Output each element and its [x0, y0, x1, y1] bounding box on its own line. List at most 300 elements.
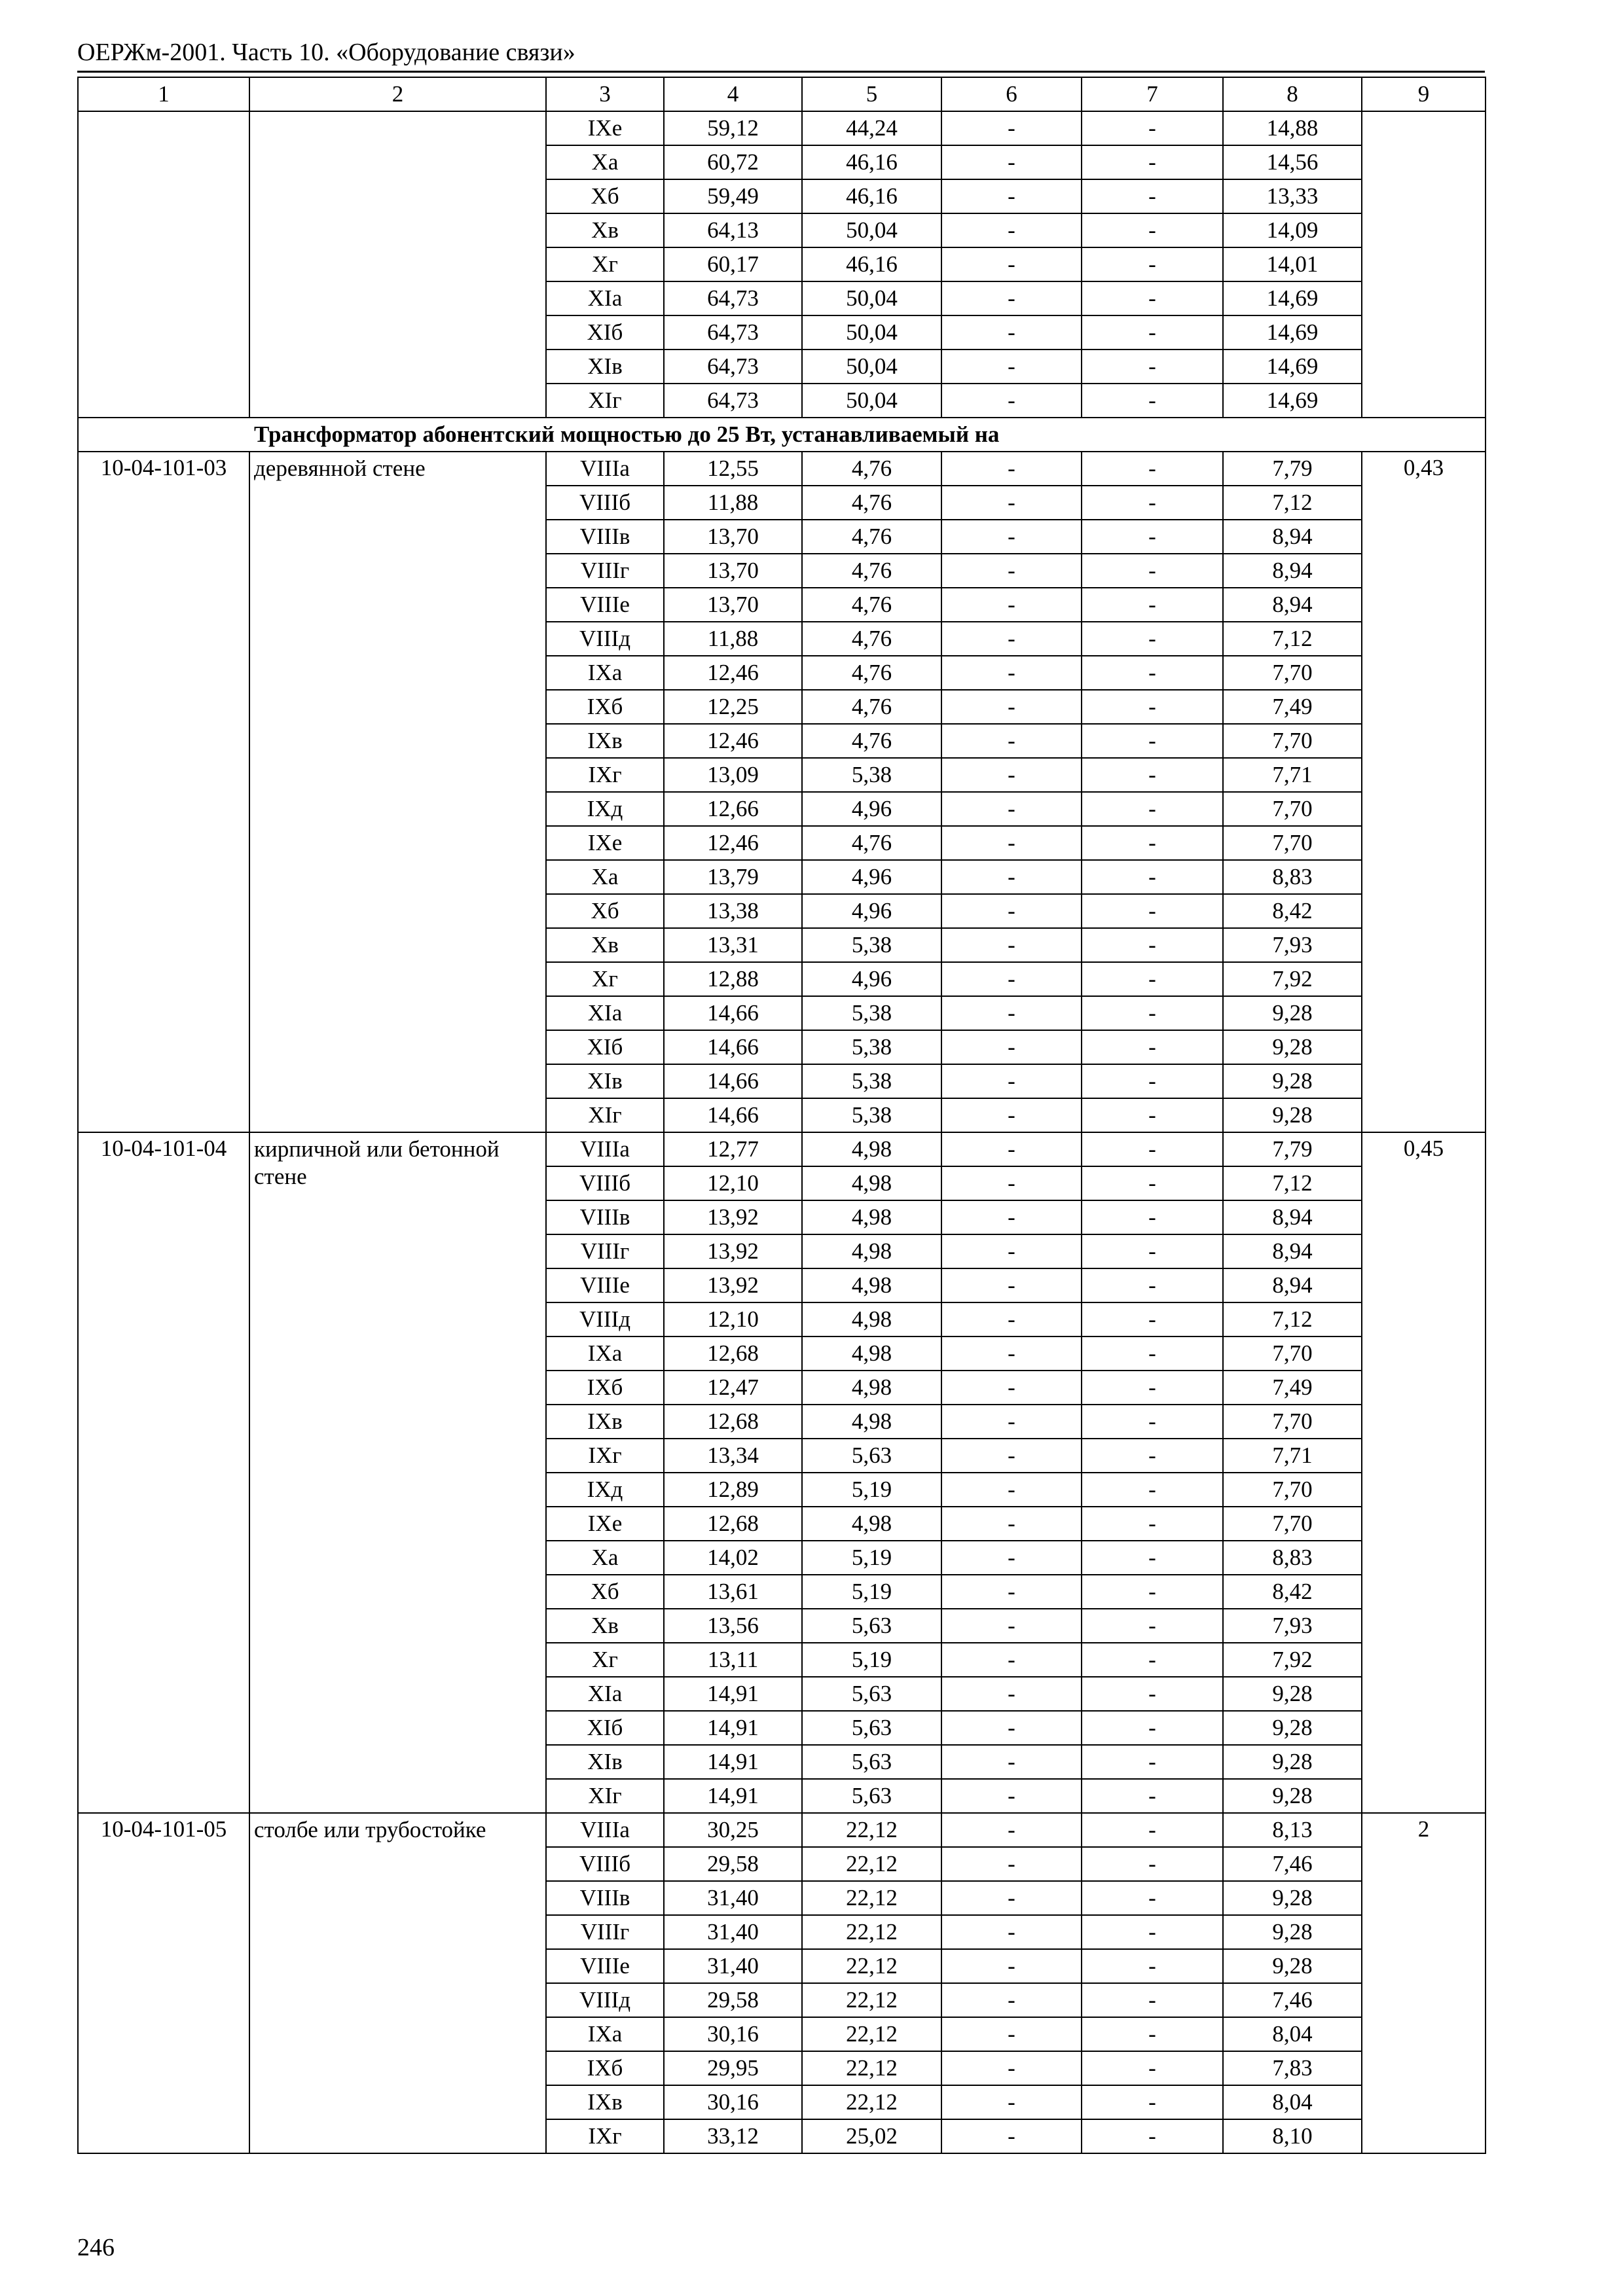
table-cell: - — [941, 1439, 1082, 1473]
table-cell: 12,25 — [664, 690, 802, 724]
table-cell: - — [1082, 690, 1223, 724]
table-cell: 5,19 — [802, 1575, 941, 1609]
table-cell: 13,34 — [664, 1439, 802, 1473]
table-cell: 13,70 — [664, 520, 802, 554]
table-cell: 13,70 — [664, 588, 802, 622]
table-cell: - — [1082, 486, 1223, 520]
table-cell: 22,12 — [802, 1847, 941, 1881]
table-cell: VIIIв — [546, 520, 664, 554]
table-row — [78, 1813, 1486, 1847]
table-cell: 8,83 — [1223, 1541, 1362, 1575]
table-cell: 13,09 — [664, 758, 802, 792]
table-cell: 30,16 — [664, 2017, 802, 2051]
table-cell: 7,12 — [1223, 622, 1362, 656]
table-cell: - — [941, 996, 1082, 1030]
table-cell: VIIIг — [546, 1915, 664, 1949]
table-cell: 7,70 — [1223, 792, 1362, 826]
table-cell: 31,40 — [664, 1915, 802, 1949]
table-cell: 7,92 — [1223, 1643, 1362, 1677]
table-cell: - — [941, 452, 1082, 486]
table-cell: - — [1082, 1405, 1223, 1439]
table-cell: - — [1082, 928, 1223, 962]
table-cell: 7,70 — [1223, 724, 1362, 758]
table-cell: IXa — [546, 2017, 664, 2051]
rate-description: кирпичной или бетонной стене — [249, 1132, 546, 1813]
table-cell: - — [941, 1234, 1082, 1268]
rate-code: 10-04-101-05 — [78, 1813, 249, 2153]
table-cell: 5,19 — [802, 1541, 941, 1575]
table-cell: XIб — [546, 315, 664, 350]
table-cell: 14,56 — [1223, 145, 1362, 179]
table-cell: - — [1082, 213, 1223, 247]
table-cell: 14,01 — [1223, 247, 1362, 281]
table-cell: 4,96 — [802, 792, 941, 826]
table-cell: - — [941, 1949, 1082, 1983]
table-cell: 29,58 — [664, 1983, 802, 2017]
table-cell: 7,70 — [1223, 1405, 1362, 1439]
table-cell: - — [941, 1405, 1082, 1439]
table-cell: - — [1082, 520, 1223, 554]
table-cell: 9,28 — [1223, 1949, 1362, 1983]
table-cell: 7,79 — [1223, 452, 1362, 486]
table-cell: IXe — [546, 111, 664, 145]
table-cell: Xa — [546, 145, 664, 179]
table-cell: - — [941, 350, 1082, 384]
table-cell: 7,71 — [1223, 1439, 1362, 1473]
table-cell: 14,66 — [664, 1064, 802, 1098]
table-cell: 12,89 — [664, 1473, 802, 1507]
table-cell: 8,94 — [1223, 1234, 1362, 1268]
table-cell: 5,19 — [802, 1643, 941, 1677]
table-cell: 13,92 — [664, 1234, 802, 1268]
table-cell: 30,16 — [664, 2085, 802, 2119]
table-cell: - — [941, 1575, 1082, 1609]
table-cell: 12,68 — [664, 1336, 802, 1371]
table-row — [78, 452, 1486, 486]
table-cell: 12,46 — [664, 656, 802, 690]
table-cell: 13,56 — [664, 1609, 802, 1643]
table-cell: 14,91 — [664, 1711, 802, 1745]
table-cell: 12,10 — [664, 1166, 802, 1200]
table-cell: 22,12 — [802, 1881, 941, 1915]
table-cell: - — [941, 588, 1082, 622]
table-cell: 9,28 — [1223, 1779, 1362, 1813]
table-cell: 9,28 — [1223, 1677, 1362, 1711]
table-cell: 5,63 — [802, 1677, 941, 1711]
table-cell: - — [1082, 792, 1223, 826]
table-cell: 64,13 — [664, 213, 802, 247]
table-cell: 7,93 — [1223, 1609, 1362, 1643]
table-cell: IXд — [546, 792, 664, 826]
table-cell: - — [941, 1302, 1082, 1336]
table-cell: 4,98 — [802, 1507, 941, 1541]
table-cell: - — [941, 1336, 1082, 1371]
table-cell: VIIIв — [546, 1881, 664, 1915]
table-cell: 5,63 — [802, 1439, 941, 1473]
table-cell: 14,91 — [664, 1677, 802, 1711]
table-cell: VIIIд — [546, 1302, 664, 1336]
column-number: 7 — [1082, 77, 1223, 111]
table-cell: XIa — [546, 281, 664, 315]
table-cell: Xб — [546, 179, 664, 213]
page-number: 246 — [77, 2234, 115, 2261]
table-row — [78, 1132, 1486, 1166]
table-cell: - — [941, 2017, 1082, 2051]
table-cell: VIIIб — [546, 1847, 664, 1881]
table-row — [78, 111, 1486, 145]
table-cell: 30,25 — [664, 1813, 802, 1847]
table-cell: - — [1082, 1813, 1223, 1847]
table-cell: - — [1082, 1711, 1223, 1745]
table-cell: 9,28 — [1223, 1098, 1362, 1132]
table-cell: - — [1082, 1200, 1223, 1234]
table-cell: XIв — [546, 1745, 664, 1779]
table-cell: 22,12 — [802, 2051, 941, 2085]
table-cell: 8,94 — [1223, 520, 1362, 554]
table-cell: 50,04 — [802, 213, 941, 247]
table-cell: IXa — [546, 1336, 664, 1371]
table-cell: XIa — [546, 996, 664, 1030]
table-cell: 8,94 — [1223, 1268, 1362, 1302]
table-cell: - — [1082, 1677, 1223, 1711]
table-cell: 7,70 — [1223, 656, 1362, 690]
table-cell: 7,79 — [1223, 1132, 1362, 1166]
table-cell: - — [1082, 1473, 1223, 1507]
table-cell: 8,42 — [1223, 894, 1362, 928]
column-9-value: 0,45 — [1362, 1132, 1486, 1813]
table-cell: 7,71 — [1223, 758, 1362, 792]
table-cell: - — [941, 384, 1082, 418]
table-cell: Xг — [546, 247, 664, 281]
table-cell: 4,76 — [802, 554, 941, 588]
table-cell: 4,98 — [802, 1405, 941, 1439]
table-cell: - — [941, 2119, 1082, 2153]
table-cell: Xг — [546, 962, 664, 996]
table-cell: - — [941, 213, 1082, 247]
table-cell: - — [1082, 1439, 1223, 1473]
table-cell: 8,13 — [1223, 1813, 1362, 1847]
table-cell: 7,46 — [1223, 1847, 1362, 1881]
table-cell: 5,38 — [802, 1064, 941, 1098]
table-cell: IXд — [546, 1473, 664, 1507]
table-cell: IXб — [546, 690, 664, 724]
table-cell: 22,12 — [802, 1983, 941, 2017]
table-cell: - — [941, 2085, 1082, 2119]
table-cell: 4,98 — [802, 1234, 941, 1268]
table-cell: - — [1082, 145, 1223, 179]
table-cell: - — [941, 1847, 1082, 1881]
table-cell: 50,04 — [802, 384, 941, 418]
table-cell: 8,42 — [1223, 1575, 1362, 1609]
table-cell: XIв — [546, 350, 664, 384]
table-cell: 8,83 — [1223, 860, 1362, 894]
table-cell: 4,98 — [802, 1166, 941, 1200]
table-cell: - — [941, 1881, 1082, 1915]
table-cell: 7,12 — [1223, 486, 1362, 520]
table-cell: 12,68 — [664, 1507, 802, 1541]
table-cell: - — [1082, 1166, 1223, 1200]
table-cell: 64,73 — [664, 315, 802, 350]
table-cell: - — [1082, 1575, 1223, 1609]
table-cell: 4,98 — [802, 1132, 941, 1166]
table-cell: - — [941, 690, 1082, 724]
column-9-value: 0,43 — [1362, 452, 1486, 1132]
table-cell: VIIIe — [546, 588, 664, 622]
table-cell: - — [1082, 962, 1223, 996]
table-cell: 12,47 — [664, 1371, 802, 1405]
table-cell: 8,04 — [1223, 2017, 1362, 2051]
table-cell: - — [1082, 1234, 1223, 1268]
table-cell: - — [1082, 1132, 1223, 1166]
table-cell: VIIIe — [546, 1268, 664, 1302]
table-cell: 7,12 — [1223, 1302, 1362, 1336]
column-number: 1 — [78, 77, 249, 111]
table-cell: 8,04 — [1223, 2085, 1362, 2119]
table-cell: - — [941, 1132, 1082, 1166]
table-cell: 14,69 — [1223, 315, 1362, 350]
table-cell: - — [941, 622, 1082, 656]
table-cell: XIг — [546, 384, 664, 418]
table-cell: IXв — [546, 2085, 664, 2119]
table-cell: - — [941, 1643, 1082, 1677]
table-cell: 14,09 — [1223, 213, 1362, 247]
table-cell: - — [1082, 860, 1223, 894]
table-cell: - — [941, 894, 1082, 928]
table-cell: 14,69 — [1223, 350, 1362, 384]
table-cell: 64,73 — [664, 281, 802, 315]
column-number-row — [78, 77, 1486, 111]
table-cell: 9,28 — [1223, 1881, 1362, 1915]
table-cell: - — [941, 520, 1082, 554]
table-cell: - — [941, 1745, 1082, 1779]
table-cell: 9,28 — [1223, 1711, 1362, 1745]
table-cell: - — [941, 1507, 1082, 1541]
column-number: 8 — [1223, 77, 1362, 111]
table-cell: XIв — [546, 1064, 664, 1098]
table-cell: IXб — [546, 2051, 664, 2085]
table-cell: 9,28 — [1223, 1064, 1362, 1098]
table-cell: - — [941, 724, 1082, 758]
table-cell: - — [1082, 1983, 1223, 2017]
table-cell: - — [941, 247, 1082, 281]
header-divider — [77, 71, 1485, 73]
section-heading: Трансформатор абонентский мощностью до 25 Вт, устанавливаемый на — [78, 418, 1486, 452]
table-cell: 60,72 — [664, 145, 802, 179]
table-cell: VIIIa — [546, 1813, 664, 1847]
table-cell: - — [941, 826, 1082, 860]
table-cell: - — [1082, 622, 1223, 656]
table-cell: 22,12 — [802, 1813, 941, 1847]
table-cell: - — [941, 111, 1082, 145]
rate-description: столбе или трубостойке — [249, 1813, 546, 2153]
table-cell: IXг — [546, 2119, 664, 2153]
table-cell: - — [941, 1813, 1082, 1847]
table-cell: 12,66 — [664, 792, 802, 826]
table-cell: - — [1082, 1064, 1223, 1098]
table-cell: 4,98 — [802, 1268, 941, 1302]
rate-description: деревянной стене — [249, 452, 546, 1132]
table-cell: 13,33 — [1223, 179, 1362, 213]
table-cell: 13,92 — [664, 1268, 802, 1302]
table-cell: 50,04 — [802, 315, 941, 350]
table-cell: - — [941, 1711, 1082, 1745]
table-cell: 13,79 — [664, 860, 802, 894]
table-cell: - — [941, 1983, 1082, 2017]
table-cell: 7,49 — [1223, 1371, 1362, 1405]
table-cell: - — [1082, 179, 1223, 213]
table-cell: 11,88 — [664, 486, 802, 520]
table-cell: 7,12 — [1223, 1166, 1362, 1200]
table-cell: 22,12 — [802, 1915, 941, 1949]
table-cell: 64,73 — [664, 384, 802, 418]
table-cell: 11,88 — [664, 622, 802, 656]
table-cell: 4,76 — [802, 520, 941, 554]
table-cell: VIIIг — [546, 1234, 664, 1268]
table-cell: - — [941, 962, 1082, 996]
table-cell: - — [941, 1473, 1082, 1507]
table-cell: - — [1082, 2119, 1223, 2153]
table-cell: - — [1082, 826, 1223, 860]
table-cell: 7,46 — [1223, 1983, 1362, 2017]
table-cell: IXг — [546, 1439, 664, 1473]
table-cell: - — [941, 1166, 1082, 1200]
table-cell: 5,38 — [802, 1030, 941, 1064]
table-cell: 5,63 — [802, 1609, 941, 1643]
table-cell: - — [1082, 1336, 1223, 1371]
table-cell: - — [1082, 724, 1223, 758]
table-cell: 7,92 — [1223, 962, 1362, 996]
table-cell: 4,76 — [802, 452, 941, 486]
table-cell: - — [1082, 588, 1223, 622]
table-cell: - — [941, 758, 1082, 792]
table-cell: IXe — [546, 1507, 664, 1541]
table-cell: - — [941, 486, 1082, 520]
table-cell: - — [1082, 247, 1223, 281]
table-cell: 4,76 — [802, 724, 941, 758]
rates-table — [77, 77, 1486, 2154]
table-cell: 13,31 — [664, 928, 802, 962]
table-cell: - — [1082, 1881, 1223, 1915]
column-number: 5 — [802, 77, 941, 111]
table-cell: 14,66 — [664, 1030, 802, 1064]
table-cell: VIIIa — [546, 1132, 664, 1166]
table-cell: - — [1082, 1371, 1223, 1405]
table-cell: - — [1082, 1745, 1223, 1779]
table-cell: 12,46 — [664, 724, 802, 758]
table-cell: 12,68 — [664, 1405, 802, 1439]
table-cell: XIб — [546, 1030, 664, 1064]
table-cell: Xв — [546, 1609, 664, 1643]
table-cell: 4,76 — [802, 690, 941, 724]
table-cell: 4,96 — [802, 894, 941, 928]
table-cell: - — [1082, 1609, 1223, 1643]
table-cell: - — [1082, 2085, 1223, 2119]
table-cell: - — [941, 1541, 1082, 1575]
table-cell: 13,70 — [664, 554, 802, 588]
table-cell: XIг — [546, 1098, 664, 1132]
table-cell: - — [1082, 281, 1223, 315]
table-cell: 7,93 — [1223, 928, 1362, 962]
table-cell: IXв — [546, 724, 664, 758]
table-cell: - — [941, 1779, 1082, 1813]
table-cell: 7,83 — [1223, 2051, 1362, 2085]
table-cell: 14,69 — [1223, 281, 1362, 315]
table-cell: 31,40 — [664, 1881, 802, 1915]
table-cell: 46,16 — [802, 247, 941, 281]
table-cell: VIIIб — [546, 1166, 664, 1200]
table-cell: 4,96 — [802, 860, 941, 894]
table-cell: - — [1082, 1541, 1223, 1575]
table-cell: 5,63 — [802, 1711, 941, 1745]
table-cell: 4,76 — [802, 588, 941, 622]
table-cell: - — [1082, 315, 1223, 350]
table-cell: 5,38 — [802, 996, 941, 1030]
table-cell: 8,94 — [1223, 588, 1362, 622]
table-cell: - — [1082, 996, 1223, 1030]
rate-code: 10-04-101-03 — [78, 452, 249, 1132]
table-cell: 4,98 — [802, 1302, 941, 1336]
table-cell: 9,28 — [1223, 1030, 1362, 1064]
section-heading-row — [78, 418, 1486, 452]
table-cell: Xв — [546, 213, 664, 247]
table-cell: - — [941, 1609, 1082, 1643]
table-cell: XIг — [546, 1779, 664, 1813]
table-cell: - — [941, 315, 1082, 350]
table-cell: 5,63 — [802, 1745, 941, 1779]
table-cell: - — [1082, 758, 1223, 792]
table-cell: 13,61 — [664, 1575, 802, 1609]
table-cell: - — [1082, 1949, 1223, 1983]
table-cell: - — [941, 928, 1082, 962]
table-cell: 12,55 — [664, 452, 802, 486]
table-cell: 4,98 — [802, 1200, 941, 1234]
table-cell: - — [1082, 1098, 1223, 1132]
table-cell: 5,38 — [802, 928, 941, 962]
table-cell: VIIIд — [546, 622, 664, 656]
table-cell: 46,16 — [802, 145, 941, 179]
table-cell: 50,04 — [802, 281, 941, 315]
column-number: 9 — [1362, 77, 1486, 111]
table-cell: 13,38 — [664, 894, 802, 928]
table-cell: - — [1082, 2051, 1223, 2085]
table-cell: 22,12 — [802, 1949, 941, 1983]
table-cell: 5,19 — [802, 1473, 941, 1507]
table-cell: XIб — [546, 1711, 664, 1745]
table-cell: 9,28 — [1223, 1745, 1362, 1779]
rate-code: 10-04-101-04 — [78, 1132, 249, 1813]
table-cell: IXe — [546, 826, 664, 860]
table-cell: 44,24 — [802, 111, 941, 145]
table-cell: 59,49 — [664, 179, 802, 213]
table-cell: 4,76 — [802, 826, 941, 860]
table-cell: 14,88 — [1223, 111, 1362, 145]
table-cell: 5,38 — [802, 1098, 941, 1132]
table-cell: - — [1082, 350, 1223, 384]
table-cell: 4,76 — [802, 486, 941, 520]
table-cell: 59,12 — [664, 111, 802, 145]
table-cell: 8,94 — [1223, 554, 1362, 588]
table-cell: 4,98 — [802, 1336, 941, 1371]
table-cell: 7,70 — [1223, 1473, 1362, 1507]
table-cell: - — [941, 1268, 1082, 1302]
column-number: 2 — [249, 77, 546, 111]
table-cell: - — [1082, 1915, 1223, 1949]
table-cell: 4,76 — [802, 656, 941, 690]
table-cell: - — [1082, 1643, 1223, 1677]
table-cell: VIIIa — [546, 452, 664, 486]
table-cell: Xa — [546, 1541, 664, 1575]
table-cell: - — [941, 281, 1082, 315]
